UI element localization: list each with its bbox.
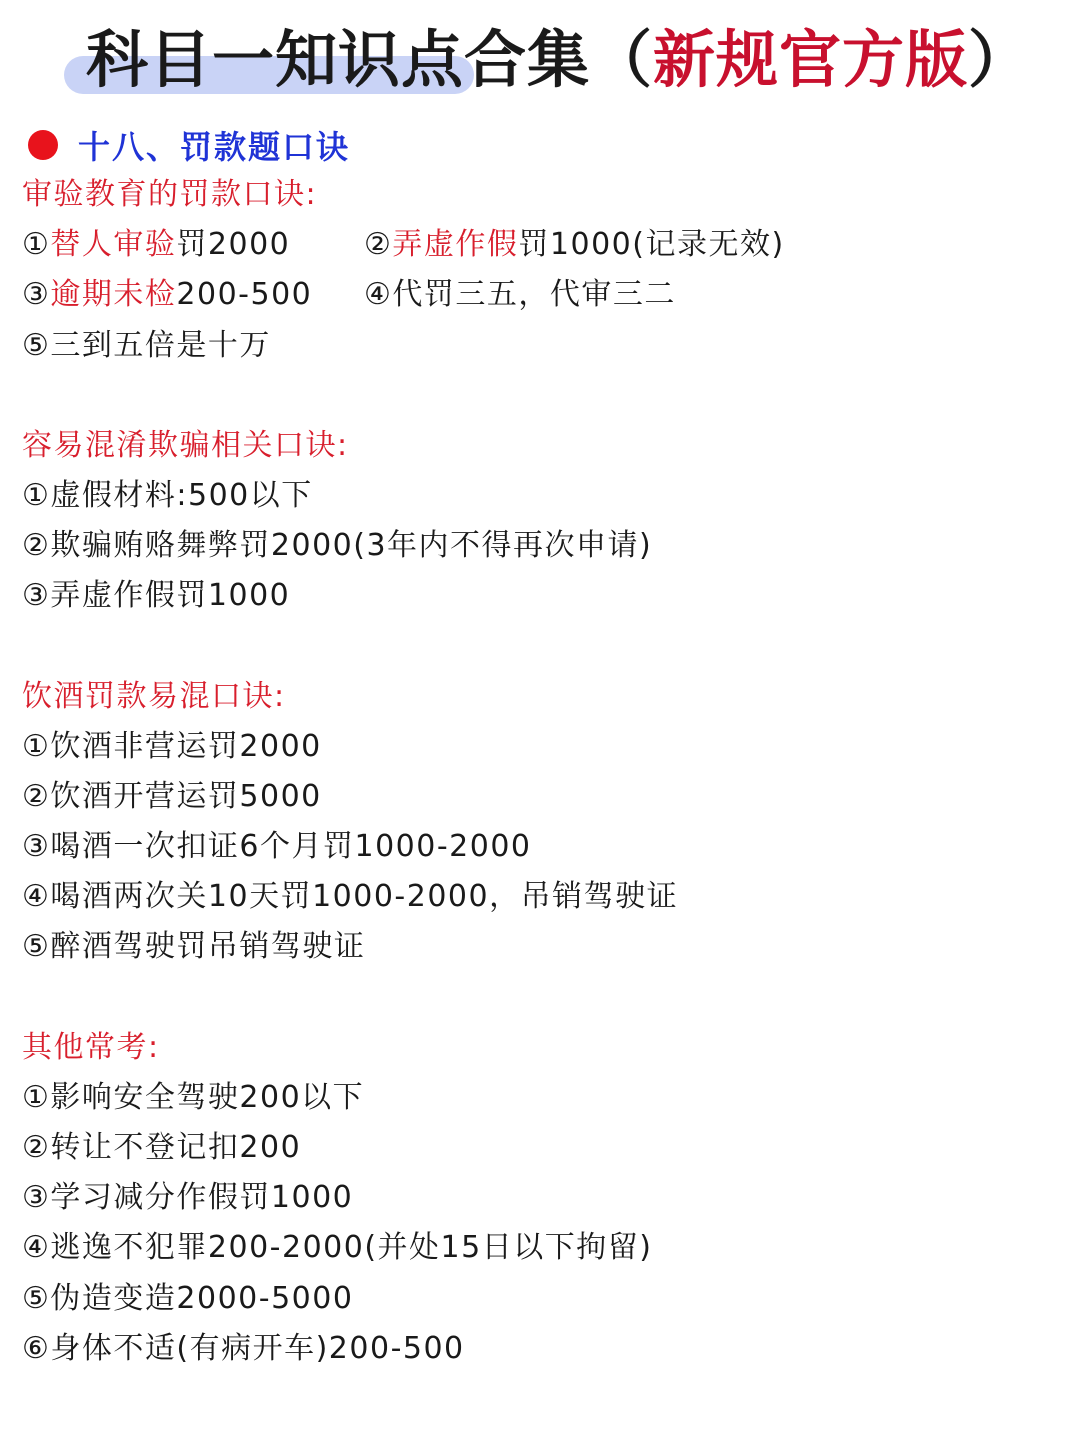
rule-line: ①影响安全驾驶200以下 — [22, 1079, 365, 1115]
rule-item — [364, 270, 676, 320]
rule-line: ①虚假材料:500以下 — [22, 477, 313, 513]
group-title: 饮酒罚款易混口诀: — [22, 678, 286, 714]
section-title: 十八、罚款题口诀 — [78, 128, 351, 166]
rule-line: ③弄虚作假罚1000 — [22, 578, 291, 614]
group-title: 其他常考: — [22, 1029, 160, 1065]
rule-line: ⑥身体不适(有病开车)200-500 — [22, 1330, 465, 1366]
rule-row — [22, 220, 1062, 270]
rule-item — [22, 220, 364, 270]
rule-item — [364, 220, 785, 270]
rule-row — [22, 321, 1062, 371]
rule-text: 代罚三五，代审三二 — [392, 277, 676, 313]
rule-number: ② — [364, 227, 393, 263]
rule-text: 200-500 — [176, 277, 313, 313]
rule-keyword: 逾期未检 — [50, 277, 177, 313]
content — [22, 170, 1062, 1374]
rule-keyword: 弄虚作假 — [392, 227, 519, 263]
group-other-common — [22, 1023, 1062, 1374]
rule-line: ②欺骗贿赂舞弊罚2000(3年内不得再次申请) — [22, 528, 653, 564]
group-title: 容易混淆欺骗相关口诀: — [22, 427, 349, 463]
red-bullet-icon — [28, 130, 58, 160]
rule-text: 罚1000(记录无效) — [518, 227, 785, 263]
rule-line: ⑤醉酒驾驶罚吊销驾驶证 — [22, 929, 366, 965]
section-heading — [28, 120, 350, 170]
rule-line: ③喝酒一次扣证6个月罚1000-2000 — [22, 829, 532, 865]
rule-number: ① — [22, 227, 51, 263]
group-audit-education — [22, 170, 1062, 371]
group-confusing-fraud — [22, 421, 1062, 622]
group-title: 审验教育的罚款口诀: — [22, 177, 318, 212]
rule-item — [22, 270, 364, 320]
group-drinking-fines — [22, 672, 1062, 973]
rule-line: ⑤伪造变造2000-5000 — [22, 1280, 354, 1316]
rule-number: ④ — [364, 277, 393, 313]
rule-line: ②饮酒开营运罚5000 — [22, 778, 322, 814]
rule-text: 三到五倍是十万 — [50, 327, 271, 363]
title-area — [0, 14, 1080, 104]
page-title-highlight: 新规官方版 — [653, 23, 969, 96]
rule-line: ②转让不登记扣200 — [22, 1130, 302, 1165]
rule-item — [22, 321, 271, 371]
rule-line: ①饮酒非营运罚2000 — [22, 728, 322, 764]
rule-number: ③ — [22, 277, 51, 313]
rule-number: ⑤ — [22, 327, 51, 363]
rule-row — [22, 270, 1062, 320]
page-title — [86, 22, 1031, 98]
rule-line: ④逃逸不犯罪200-2000(并处15日以下拘留) — [22, 1230, 653, 1266]
page-title-main: 科目一知识点合集（ — [86, 23, 654, 96]
rule-line: ③学习减分作假罚1000 — [22, 1180, 354, 1216]
rule-keyword: 替人审验 — [50, 227, 177, 263]
rule-line: ④喝酒两次关10天罚1000-2000，吊销驾驶证 — [22, 879, 679, 915]
rule-text: 罚2000 — [176, 227, 291, 263]
page-title-close: ） — [968, 23, 1032, 96]
